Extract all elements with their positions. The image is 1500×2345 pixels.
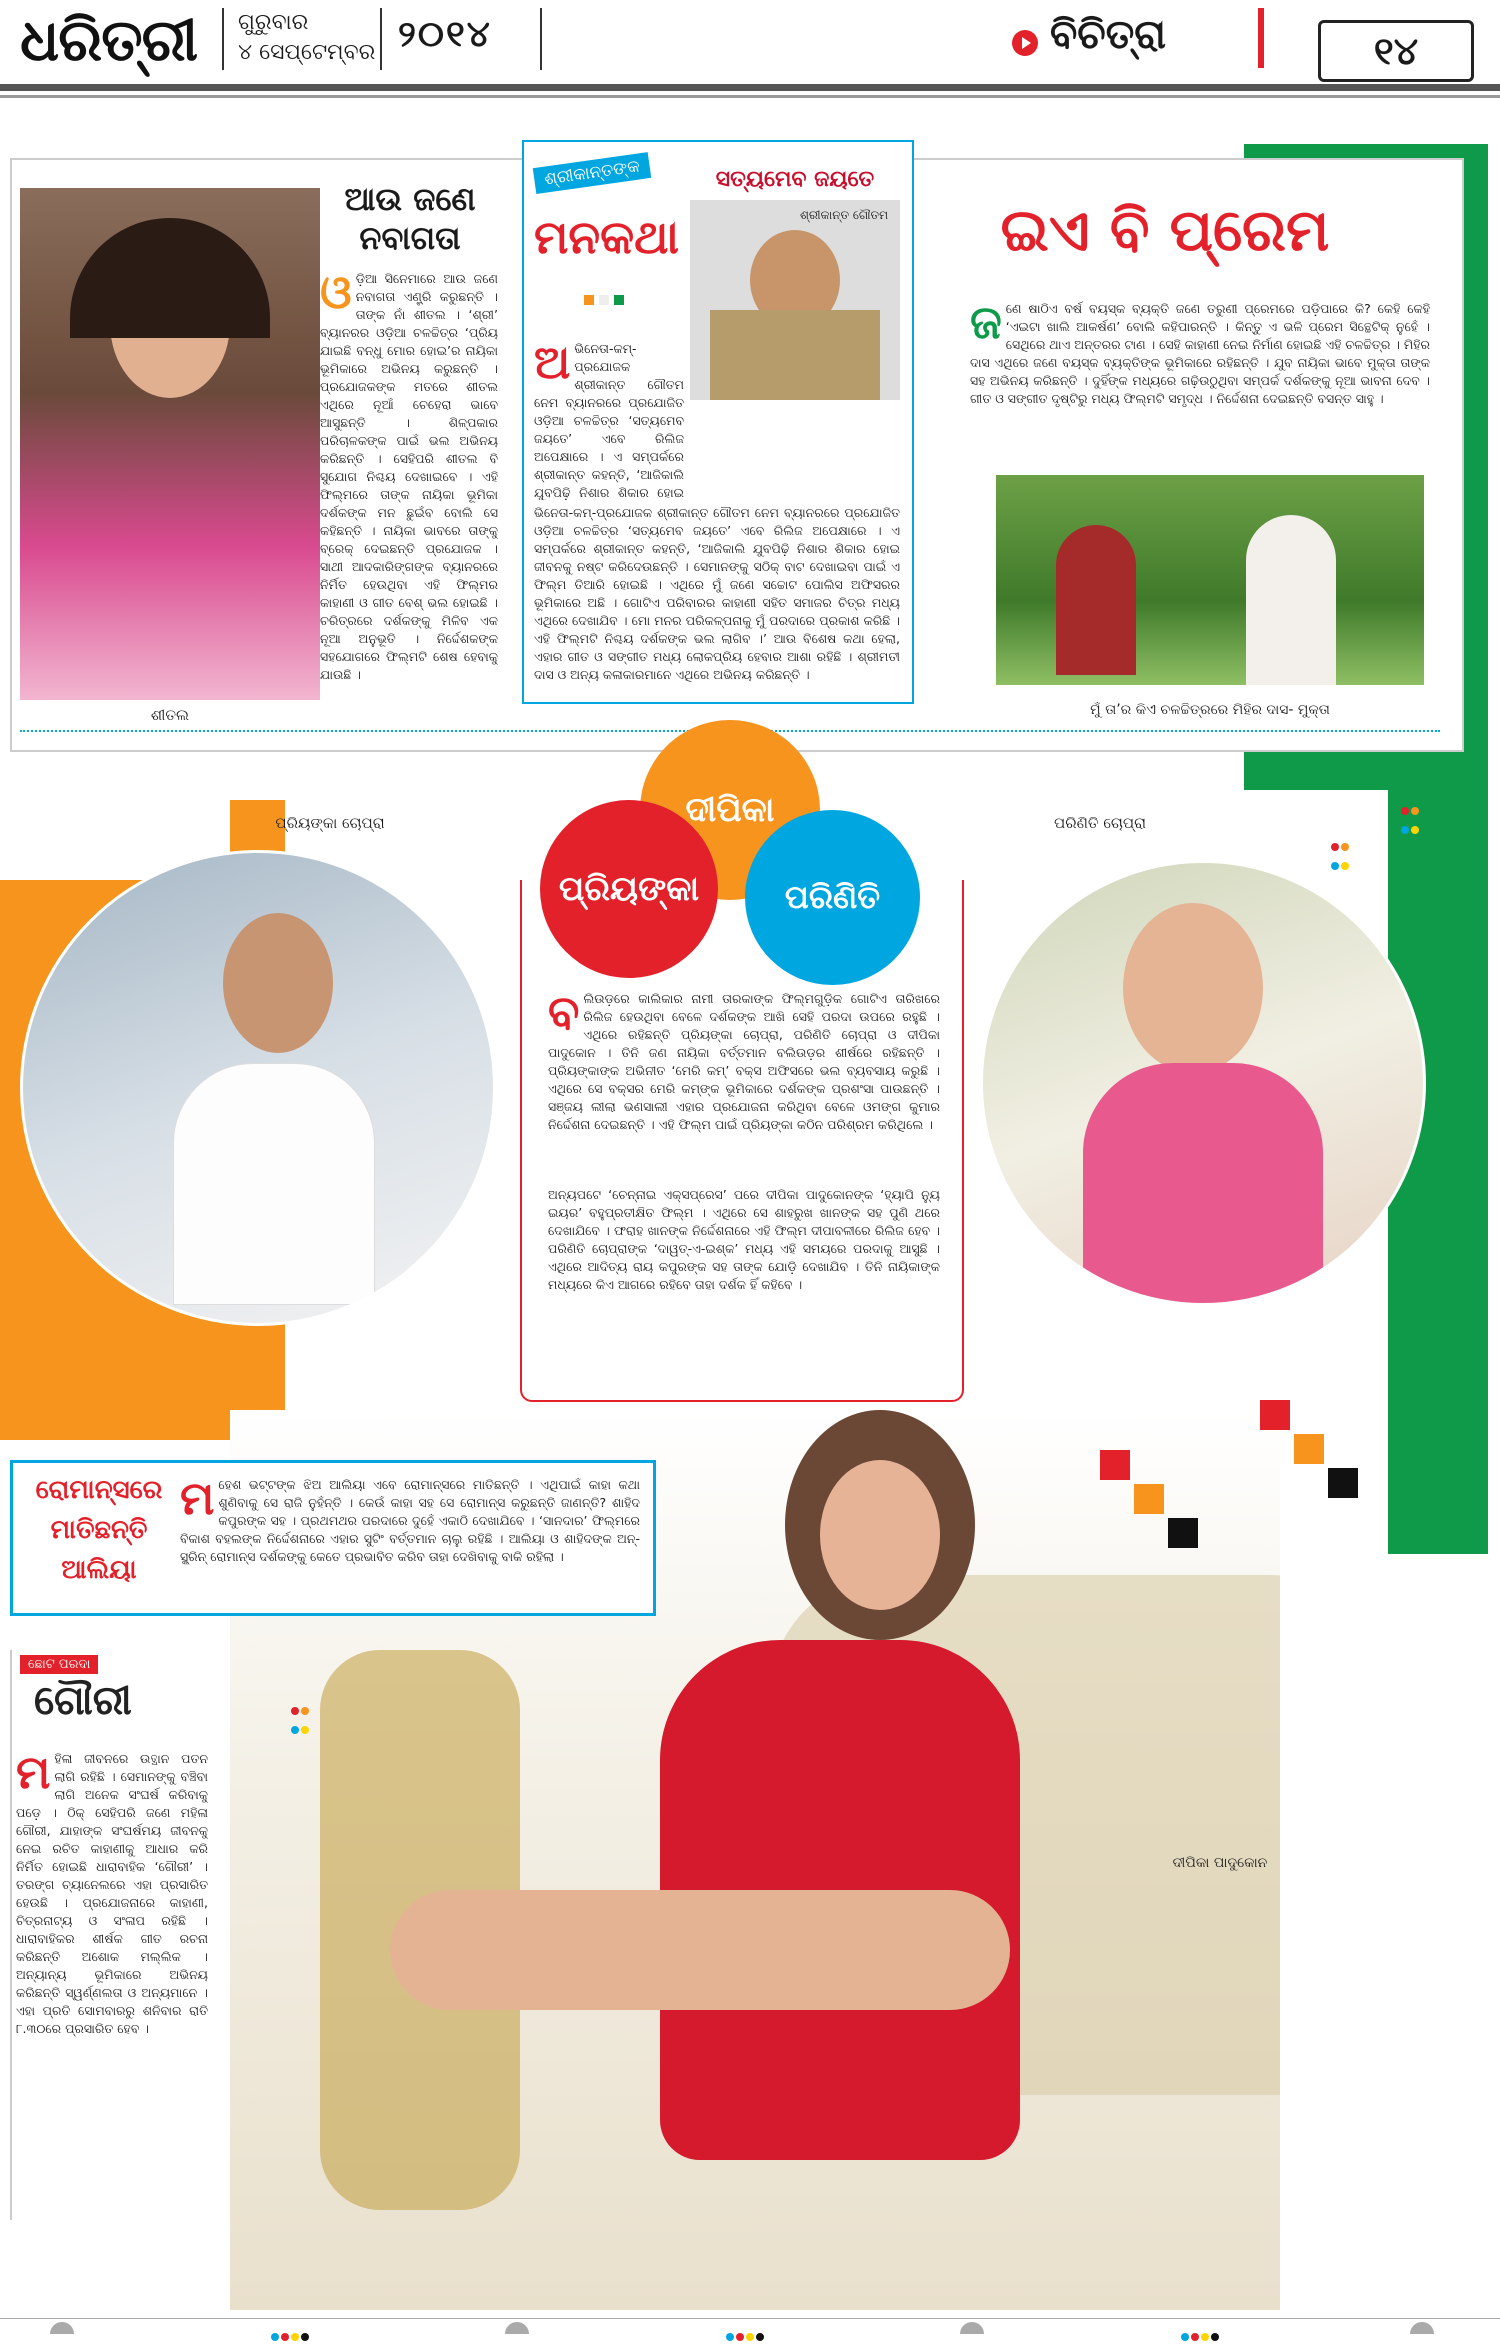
masthead-divider (380, 8, 382, 70)
registration-mark (50, 2322, 74, 2334)
masthead-date: ୪ ସେପ୍ଟେମ୍ବର (238, 40, 376, 65)
registration-mark (960, 2322, 984, 2334)
alia-headline (24, 1470, 174, 1590)
masthead (0, 0, 1500, 110)
tricolor-flag-icon (584, 290, 624, 309)
nabagata-body (320, 270, 498, 720)
nabagata-headline-line2: ନବାଗତା (359, 219, 461, 257)
nabagata-headline (330, 180, 490, 258)
color-dots-icon (1330, 836, 1350, 874)
iebiprema-photo (996, 475, 1424, 685)
manakatha-intro (534, 340, 684, 500)
masthead-rule-thin (0, 95, 1500, 98)
alia-headline-line1: ରୋମାନ୍ସରେ (35, 1475, 163, 1505)
newspaper-logo: ଧରିତ୍ରୀ (20, 6, 198, 74)
gouri-title: ଗୌରୀ (34, 1678, 132, 1724)
photo-label: ଶ୍ରୀକାନ୍ତ ଗୌତମ (800, 208, 889, 222)
masthead-day: ଗୁରୁବାର (238, 10, 309, 35)
manakatha-text: ଭିନେତା-କମ୍-ପ୍ରଯୋଜକ ଶ୍ରୀକାନ୍ତ ଗୌତମ ନେମ ବ୍ୟାନରରେ ପ୍ରଯୋଜିତ ଓଡ଼ିଆ ଚଳଚ୍ଚିତ୍ର ‘ସତ୍ୟମେବ ଜୟତେ’ ଏବେ ରିଲିଜ ଅପେକ୍ଷାରେ । ଏ ସମ୍ପର୍କରେ ଶ୍ରୀକାନ୍ତ କହନ୍ତି, ‘ଆଜିକାଲି ଯୁବପିଢ଼ି ନିଶାର ଶିକାର ହୋଇ (534, 341, 684, 500)
color-dots-icon (270, 2326, 310, 2345)
color-dots-icon (290, 1700, 310, 1738)
gouri-dropcap: ମ (16, 1750, 51, 1799)
color-dots-icon (1400, 800, 1420, 838)
iebiprema-caption: ମୁଁ ତା’ର କିଏ ଚଳଚ୍ଚିତ୍ରରେ ମିହିର ଦାସ- ମୁକ୍ତା (1090, 702, 1330, 718)
gouri-tag: ଛୋଟ ପରଦା (20, 1655, 98, 1674)
page-number-tab (1318, 20, 1474, 82)
nabagata-dropcap: ଓ (320, 270, 352, 319)
alia-text: ହେଶ ଭଟ୍ଟଙ୍କ ଝିଅ ଆଲିୟା ଏବେ ରୋମାନ୍ସରେ ମାତିଛନ୍ତି । ଏଥିପାଇଁ କାହା କଥା ଶୁଣିବାକୁ ସେ ରାଜି ନୁହଁନ୍ତି । କେଉଁ କାହା ସହ ସେ ରୋମାନ୍ସ କରୁଛନ୍ତି ଜାଣନ୍ତି? ଶାହିଦ କପୁରଙ୍କ ସହ । ପ୍ରଥମଥର ପରଦାରେ ଦୁହେଁ ଏକାଠି ଦେଖାଯିବେ । ‘ସାନଦାର’ ଫିଲ୍ମରେ ବିକାଶ ବହଲଙ୍କ ନିର୍ଦ୍ଦେଶନାରେ ଏହାର ସୁଟିଂ ବର୍ତ୍ତମାନ ଚାଲୁ ରହିଛି । ଆଲିୟା ଓ ଶାହିଦଙ୍କ ଅନ୍-ସ୍କ୍ରିନ୍ ରୋମାନ୍ସ ଦର୍ଶକଙ୍କୁ କେତେ ପ୍ରଭାବିତ କରିବ ତାହା ଦେଖିବାକୁ ବାକି ରହିଲା । (180, 1477, 640, 1564)
alia-headline-line2: ମାତିଛନ୍ତି (50, 1515, 148, 1545)
three-stars-text2: ଅନ୍ୟପଟେ ‘ଚେନ୍ନାଇ ଏକ୍ସପ୍ରେସ’ ପରେ ଦୀପିକା ପାଦୁକୋନଙ୍କ ‘ହ୍ୟାପି ନ୍ୟୁ ଇୟର’ ବହୁପ୍ରତୀକ୍ଷିତ ଫିଲ୍ମ । ଏଥିରେ ସେ ଶାହରୁଖ ଖାନଙ୍କ ସହ ପୁଣି ଥରେ ଦେଖାଯିବେ । ଫରାହ ଖାନଙ୍କ ନିର୍ଦ୍ଦେଶନାରେ ଏହି ଫିଲ୍ମ ଦୀପାବଳୀରେ ରିଲିଜ ହେବ । ପରିଣିତି ଚୋପ୍ରାଙ୍କ ‘ଦାୱତ୍-ଏ-ଇଶ୍କ’ ମଧ୍ୟ ଏହି ସମୟରେ ପରଦାକୁ ଆସୁଛି । ଏଥିରେ ଆଦିତ୍ୟ ରାୟ କପୁରଙ୍କ ସହ ତାଙ୍କ ଯୋଡ଼ି ଦେଖାଯିବ । ତିନି ନାୟିକାଙ୍କ ମଧ୍ୟରେ କିଏ ଆଗରେ ରହିବେ ତାହା ଦର୍ଶକ ହିଁ କହିବେ । (548, 1187, 940, 1292)
alia-dropcap: ମ (180, 1476, 215, 1525)
color-square-red (1260, 1400, 1290, 1430)
registration-mark (505, 2322, 529, 2334)
three-stars-body2 (548, 1186, 940, 1386)
iebiprema-body (970, 300, 1430, 466)
parineeti-bubble: ପରିଣିତି (745, 810, 920, 985)
iebiprema-dropcap: ଜ (970, 300, 1002, 349)
color-square-black (1168, 1518, 1198, 1548)
parineeti-photo (980, 860, 1426, 1306)
sheetal-photo (20, 188, 320, 700)
masthead-divider (222, 8, 224, 70)
section-accent-bar (1258, 8, 1264, 68)
iebiprema-text: ଣେ ଷାଠିଏ ବର୍ଷ ବୟସ୍କ ବ୍ୟକ୍ତି ଜଣେ ତରୁଣୀ ପ୍ରେମରେ ପଡ଼ିପାରେ କି? କେହି କେହି ‘ଏଇଟା ଖାଲି ଆକର୍ଷଣ’ ବୋଲି କହିପାରନ୍ତି । କିନ୍ତୁ ଏ ଭଳି ପ୍ରେମ ସିନ୍ଥେଟିକ୍ ନୁହେଁ । ସେଥିରେ ଥାଏ ଅନ୍ତରର ଟାଣ । ସେହି କାହାଣୀ ନେଇ ନିର୍ମାଣ ହୋଇଛି ଏହି ଚଳଚ୍ଚିତ୍ର । ମିହିର ଦାସ ଏଥିରେ ଜଣେ ବୟସ୍କ ବ୍ୟକ୍ତିଙ୍କ ଭୂମିକାରେ ରହିଛନ୍ତି । ଯୁବ ନାୟିକା ଭାବେ ମୁକ୍ତା ତାଙ୍କ ସହ ଅଭିନୟ କରିଛନ୍ତି । ଦୁହିଁଙ୍କ ମଧ୍ୟରେ ଗଢ଼ିଉଠୁଥିବା ସମ୍ପର୍କ ଦର୍ଶକଙ୍କୁ ନୂଆ ଭାବନା ଦେବ । ଗୀତ ଓ ସଙ୍ଗୀତ ଦୃଷ୍ଟିରୁ ମଧ୍ୟ ଫିଲ୍ମଟି ସମୃଦ୍ଧ । ନିର୍ଦ୍ଦେଶନା ଦେଇଛନ୍ତି ବସନ୍ତ ସାହୁ । (970, 301, 1430, 406)
registration-mark (1410, 2322, 1434, 2334)
priyanka-bubble: ପ୍ରିୟଙ୍କା (540, 800, 718, 978)
masthead-rule (0, 84, 1500, 91)
three-stars-body1 (548, 990, 940, 1172)
deepika-bubble: ଦୀପିକା (640, 720, 820, 900)
page-number: ୧୪ (1373, 29, 1419, 73)
masthead-year: ୨୦୧୪ (398, 14, 492, 55)
gouri-body (16, 1750, 208, 2210)
section-title: ବିଚିତ୍ରା (1050, 12, 1167, 58)
sheetal-caption: ଶୀତଲ (150, 706, 190, 724)
manakatha-body-continued (534, 504, 900, 694)
priyanka-caption: ପ୍ରିୟଙ୍କା ଚୋପ୍ରା (275, 814, 385, 832)
three-stars-text1: ଲିଉଡ଼ରେ କାଲିକାର ନାମୀ ତାରକାଙ୍କ ଫିଲ୍ମଗୁଡ଼ିକ ଗୋଟିଏ ତାରିଖରେ ରିଲିଜ ହେଉଥିବା ବେଳେ ଦର୍ଶକଙ୍କ ଆଖି ସେହି ପରଦା ଉପରେ ରହୁଛି । ଏଥିରେ ରହିଛନ୍ତି ପ୍ରିୟଙ୍କା ଚୋପ୍ରା, ପରିଣିତି ଚୋପ୍ରା ଓ ଦୀପିକା ପାଦୁକୋନ । ତିନି ଜଣ ନାୟିକା ବର୍ତ୍ତମାନ ବଲିଉଡ଼ର ଶୀର୍ଷରେ ରହିଛନ୍ତି । ପ୍ରିୟଙ୍କାଙ୍କ ଅଭିନୀତ ‘ମେରି କମ୍’ ବକ୍ସ ଅଫିସରେ ଭଲ ବ୍ୟବସାୟ କରୁଛି । ଏଥିରେ ସେ ବକ୍ସର ମେରି କମ୍ଙ୍କ ଭୂମିକାରେ ଦର୍ଶକଙ୍କ ପ୍ରଶଂସା ପାଉଛନ୍ତି । ସଞ୍ଜୟ ଲୀଲା ଭଣସାଲୀ ଏହାର ପ୍ରଯୋଜନା କରିଥିବା ବେଳେ ଓମଙ୍ଗ କୁମାର ନିର୍ଦ୍ଦେଶନା ଦେଇଛନ୍ତି । ଏହି ଫିଲ୍ମ ପାଇଁ ପ୍ରିୟଙ୍କା କଠିନ ପରିଶ୍ରମ କରିଥିଲେ । (548, 991, 940, 1132)
color-square-orange (1134, 1484, 1164, 1514)
nabagata-text: ଡ଼ିଆ ସିନେମାରେ ଆଉ ଜଣେ ନବାଗତା ଏଣ୍ଟ୍ରି କରୁଛନ୍ତି । ତାଙ୍କ ନାଁ ଶୀତଲ । ‘ଶ୍ରୀ’ ବ୍ୟାନରର ଓଡ଼ିଆ ଚଳଚ୍ଚିତ୍ର ‘ପ୍ରିୟ ଯାଇଛି ବନ୍ଧୁ ମୋର ହୋଇ’ର ନାୟିକା ଭୂମିକାରେ ଅଭିନୟ କରୁଛନ୍ତି । ପ୍ରଯୋଜକଙ୍କ ମତରେ ଶୀତଲ ଏଥିରେ ନୂଆଁ ଚେହେରା ଭାବେ ଆସୁଛନ୍ତି । ଶିଳ୍ପକାର ପରିଚାଳକଙ୍କ ପାଇଁ ଭଲ ଅଭିନୟ କରିଛନ୍ତି । ସେହିପରି ଶୀତଲ ବି ସୁଯୋଗ ନିଶ୍ଚୟ ଦେଖାଇବେ । ଏହି ଫିଲ୍ମରେ ତାଙ୍କ ନାୟିକା ଭୂମିକା ଦର୍ଶକଙ୍କ ମନ ଛୁଇଁବ ବୋଲି ସେ କହିଛନ୍ତି । ନାୟିକା ଭାବରେ ତାଙ୍କୁ ବ୍ରେକ୍ ଦେଇଛନ୍ତି ପ୍ରଯୋଜକ । ସାଥୀ ଆଦକାରିଙ୍ଗଙ୍କ ବ୍ୟାନରରେ ନିର୍ମିତ ହେଉଥିବା ଏହି ଫିଲ୍ମର କାହାଣୀ ଓ ଗୀତ ବେଶ୍ ଭଲ ହୋଇଛି । ଚରିତ୍ରରେ ଦର୍ଶକଙ୍କୁ ମିଳିବ ଏକ ନୂଆ ଅନୁଭୂତି । ନିର୍ଦ୍ଦେଶକଙ୍କ ସହଯୋଗରେ ଫିଲ୍ମଟି ଶେଷ ହେବାକୁ ଯାଉଛି । (320, 271, 498, 682)
alia-headline-line3: ଆଲିୟା (61, 1555, 137, 1585)
color-dots-icon (1180, 2326, 1220, 2345)
color-square-orange (1294, 1434, 1324, 1464)
iebiprema-title: ଇଏ ବି ପ୍ରେମ (1000, 196, 1330, 264)
manakatha-text-continued: ଭିନେତା-କମ୍-ପ୍ରଯୋଜକ ଶ୍ରୀକାନ୍ତ ଗୌତମ ନେମ ବ୍ୟାନରରେ ପ୍ରଯୋଜିତ ଓଡ଼ିଆ ଚଳଚ୍ଚିତ୍ର ‘ସତ୍ୟମେବ ଜୟତେ’ ଏବେ ରିଲିଜ ଅପେକ୍ଷାରେ । ଏ ସମ୍ପର୍କରେ ଶ୍ରୀକାନ୍ତ କହନ୍ତି, ‘ଆଜିକାଲି ଯୁବପିଢ଼ି ନିଶାର ଶିକାର ହୋଇ ଜୀବନକୁ ନଷ୍ଟ କରିଦେଉଛନ୍ତି । ସେମାନଙ୍କୁ ସଠିକ୍ ବାଟ ଦେଖାଇବା ପାଇଁ ଏ ଫିଲ୍ମ ତିଆରି ହୋଇଛି । ଏଥିରେ ମୁଁ ଜଣେ ସଚ୍ଚୋଟ ପୋଲିସ ଅଫିସରର ଭୂମିକାରେ ଅଛି । ଗୋଟିଏ ପରିବାରର କାହାଣୀ ସହିତ ସମାଜର ଚିତ୍ର ମଧ୍ୟ ଏଥିରେ ଦେଖାଯିବ । ମୋ ମନର ପରିକଳ୍ପନାକୁ ମୁଁ ପରଦାରେ ପ୍ରକାଶ କରିଛି । ଏହି ଫିଲ୍ମଟି ନିଶ୍ଚୟ ଦର୍ଶକଙ୍କ ଭଲ ଲାଗିବ ।’ ଆଉ ବିଶେଷ କଥା ହେଲା, ଏହାର ଗୀତ ଓ ସଙ୍ଗୀତ ମଧ୍ୟ ଲୋକପ୍ରିୟ ହେବାର ଆଶା ରହିଛି । ଶ୍ରୀମତୀ ଦାସ ଓ ଅନ୍ୟ କଳାକାରମାନେ ଏଥିରେ ଅଭିନୟ କରିଛନ୍ତି । (534, 505, 900, 682)
manakatha-tag: ଶ୍ରୀକାନ୍ତଙ୍କ (533, 152, 652, 194)
color-square-red (1100, 1450, 1130, 1480)
gouri-text: ହିଳା ଜୀବନରେ ଉତ୍ଥାନ ପତନ ଲାଗି ରହିଛି । ସେମାନଙ୍କୁ ବଞ୍ଚିବା ଲାଗି ଅନେକ ସଂଘର୍ଷ କରିବାକୁ ପଡ଼େ । ଠିକ୍ ସେହିପରି ଜଣେ ମହିଳା ଗୌରୀ, ଯାହାଙ୍କ ସଂଘର୍ଷମୟ ଜୀବନକୁ ନେଇ ରଚିତ କାହାଣୀକୁ ଆଧାର କରି ନିର୍ମିତ ହୋଇଛି ଧାରାବାହିକ ‘ଗୌରୀ’ । ତରଙ୍ଗ ଚ୍ୟାନେଲରେ ଏହା ପ୍ରସାରିତ ହେଉଛି । ପ୍ରଯୋଜନାରେ କାହାଣୀ, ଚିତ୍ରନାଟ୍ୟ ଓ ସଂଳାପ ରହିଛି । ଧାରାବାହିକର ଶୀର୍ଷକ ଗୀତ ରଚନା କରିଛନ୍ତି ଅଶୋକ ମଲ୍ଲିକ । ଅନ୍ୟାନ୍ୟ ଭୂମିକାରେ ଅଭିନୟ କରିଛନ୍ତି ସ୍ୱର୍ଣ୍ଣଲତା ଓ ଅନ୍ୟମାନେ । ଏହା ପ୍ରତି ସୋମବାରରୁ ଶନିବାର ରାତି ୮.୩୦ରେ ପ୍ରସାରିତ ହେବ । (16, 1751, 208, 2036)
manakatha-title: ମନକଥା (534, 210, 679, 264)
priyanka-photo (20, 850, 496, 1326)
poster-banner: ସତ୍ୟମେବ ଜୟତେ (690, 160, 900, 200)
srikant-photo (690, 160, 900, 400)
play-icon (1012, 30, 1038, 56)
color-dots-icon (725, 2326, 765, 2345)
masthead-divider (540, 8, 542, 70)
color-square-black (1328, 1468, 1358, 1498)
manakatha-dropcap: ଅ (534, 340, 571, 389)
nabagata-headline-line1: ଆଉ ଜଣେ (344, 180, 476, 218)
alia-body (180, 1476, 640, 1600)
footer-rule (0, 2318, 1500, 2319)
three-stars-dropcap: ବ (548, 990, 580, 1039)
parineeti-caption: ପରିଣିତି ଚୋପ୍ରା (1053, 814, 1146, 832)
deepika-caption: ଦୀପିକା ପାଦୁକୋନ (1172, 1855, 1268, 1871)
